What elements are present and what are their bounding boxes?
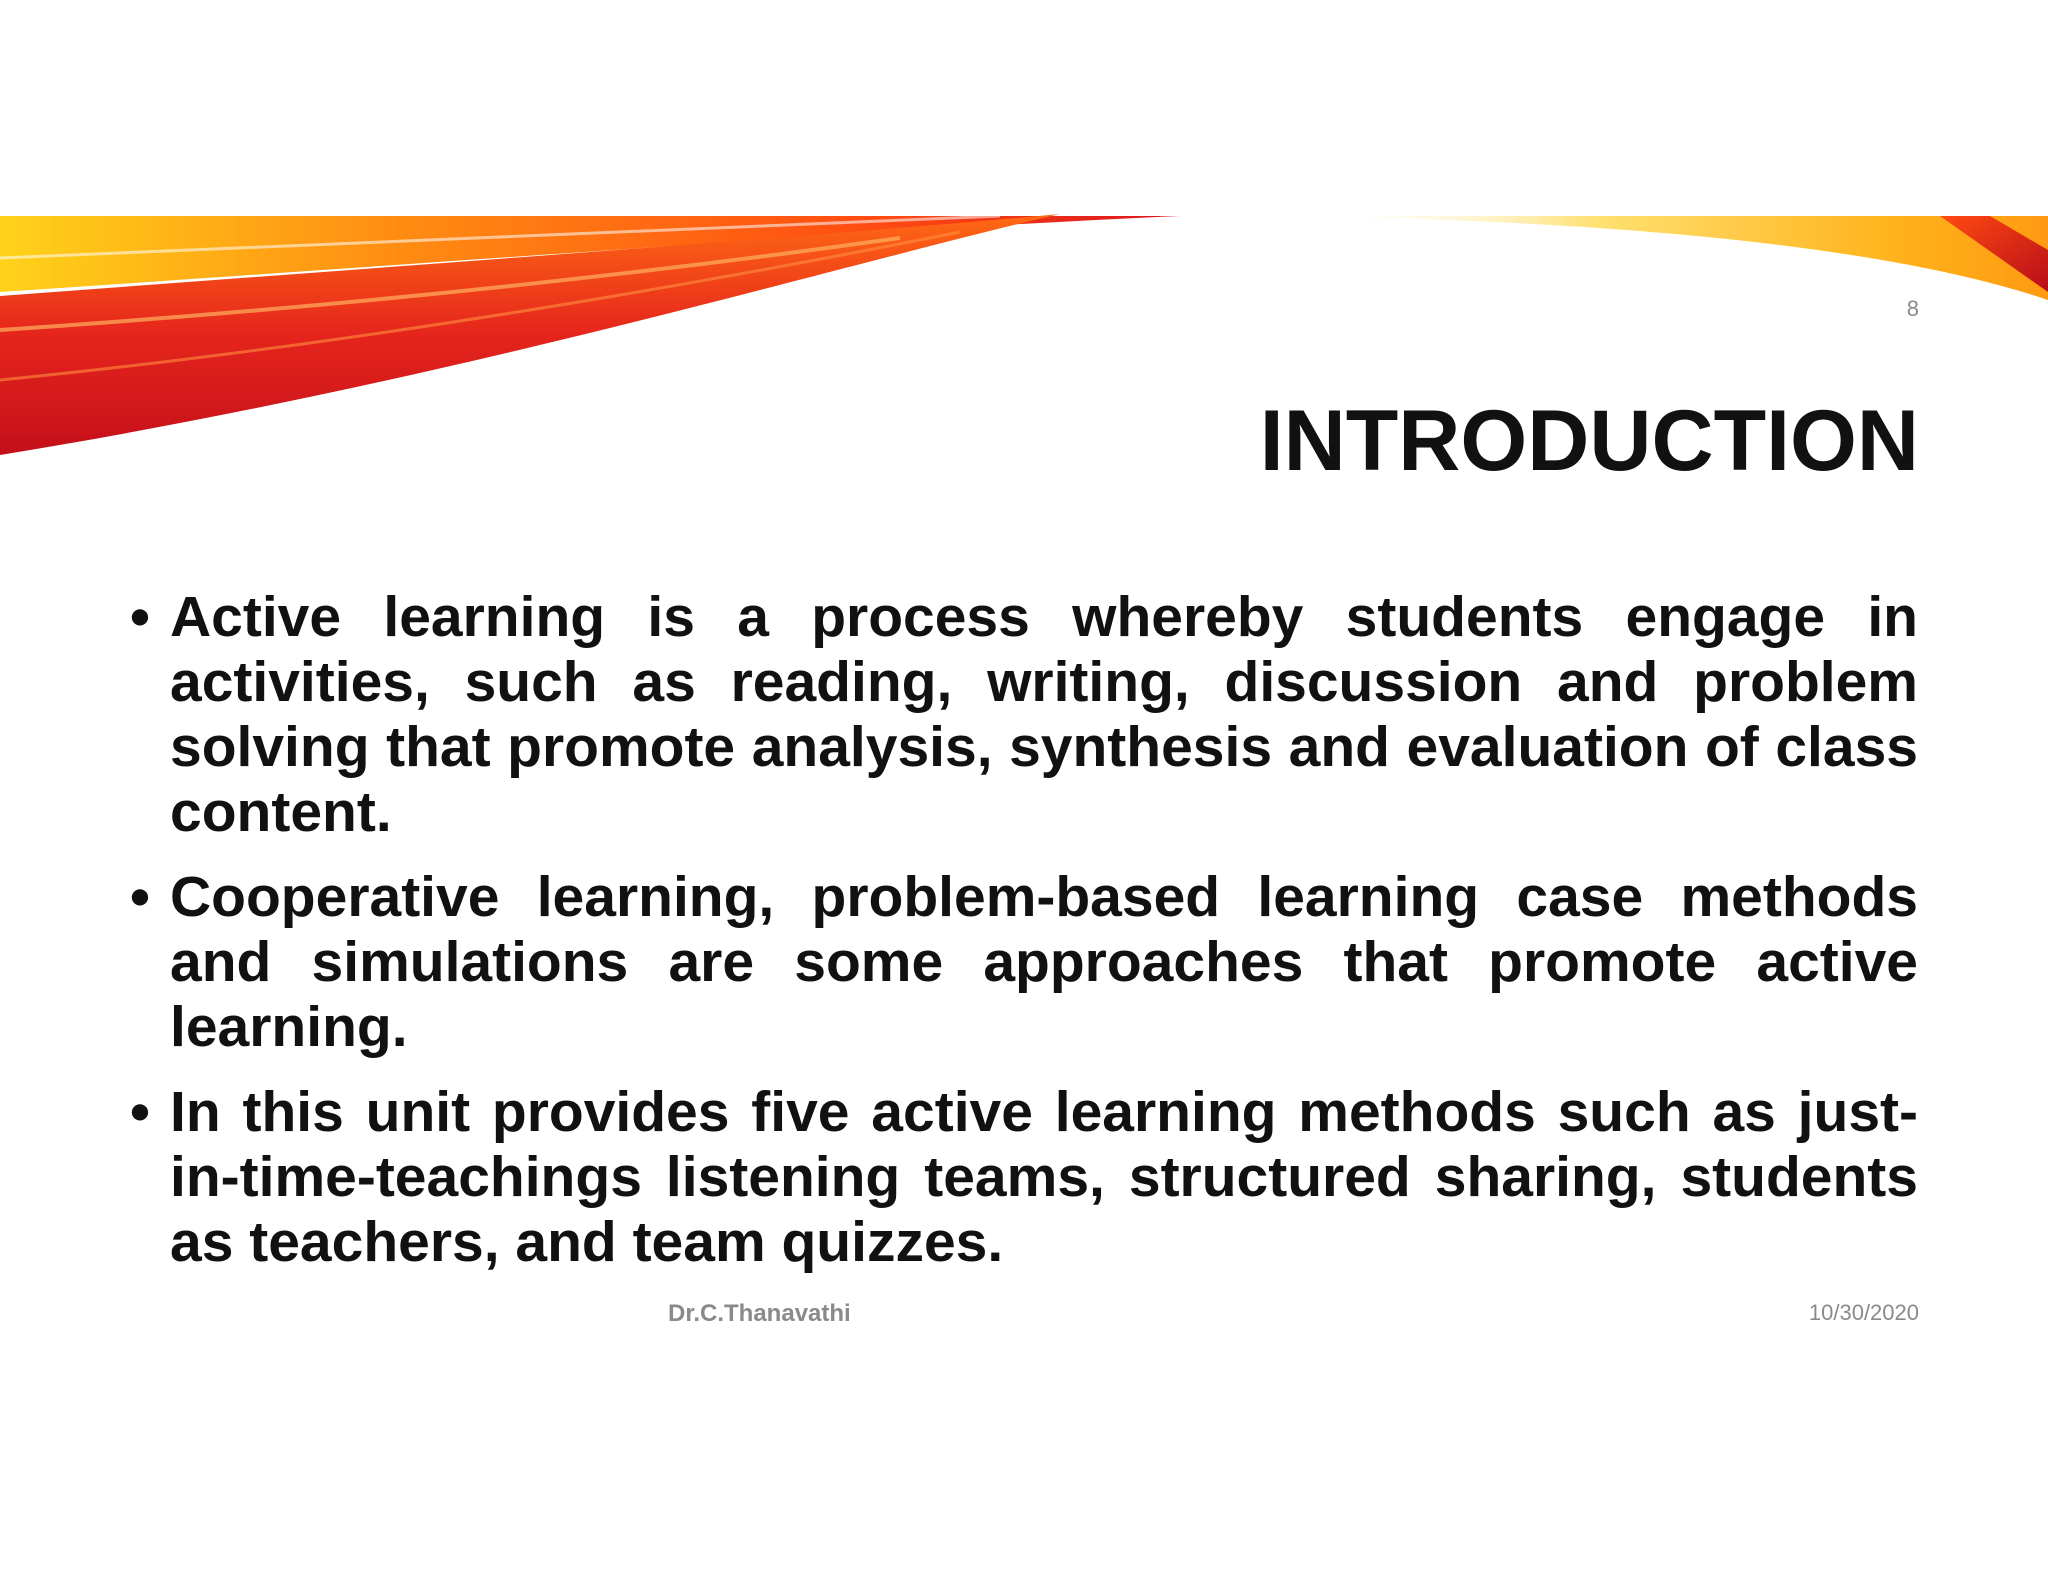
bullet-item [130, 585, 1918, 845]
slide-title: INTRODUCTION [1259, 393, 1919, 489]
slide-number: 8 [1906, 296, 1919, 321]
footer-author: Dr.C.Thanavathi [668, 1300, 851, 1327]
bullet-text: In this unit provides five active learning methods such as just-in-time-teachings listening teams, structured sharing, students as teachers, and team quizzes. [170, 1080, 1918, 1274]
bullet-item [130, 865, 1918, 1060]
swoosh-band-right [1300, 216, 2048, 300]
bullet-list [130, 585, 1918, 1295]
bullet-marker: • [130, 865, 150, 929]
bullet-marker: • [130, 585, 150, 649]
footer-date: 10/30/2020 [1808, 1300, 1919, 1325]
bullet-text: Cooperative learning, problem-based learning case methods and simulations are some approaches that promote active learning. [170, 865, 1918, 1059]
bullet-item [130, 1080, 1918, 1275]
bullet-text: Active learning is a process whereby students engage in activities, such as reading, writing, discussion and problem solving that promote analysis, synthesis and evaluation of class content. [170, 585, 1918, 844]
bullet-marker: • [130, 1080, 150, 1144]
